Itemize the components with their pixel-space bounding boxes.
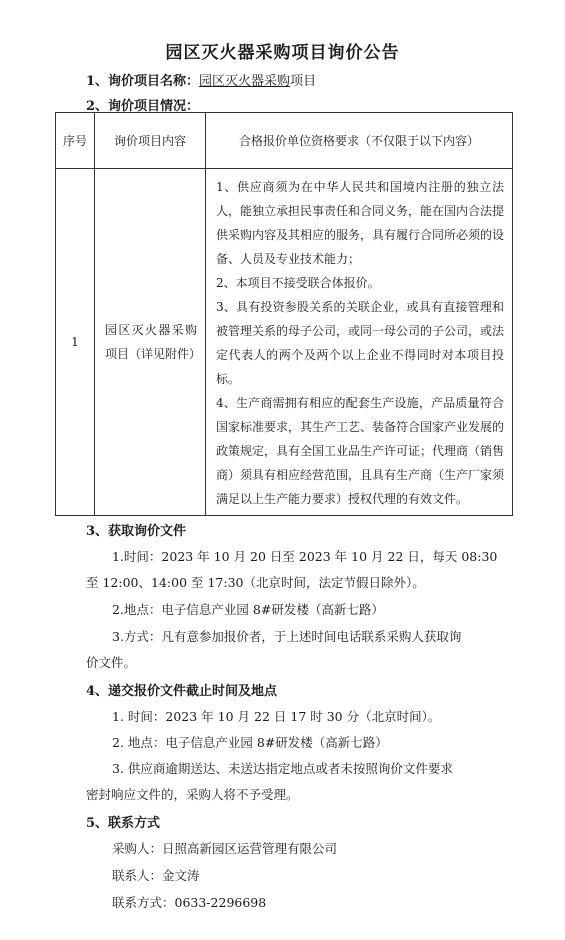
- buyer: 采购人：日照高新园区运营管理有限公司: [112, 841, 338, 856]
- requirement-2: 2、本项目不接受联合体报价。: [216, 276, 380, 290]
- requirement-1: 1、供应商须为在中华人民共和国境内注册的独立法人，能独立承担民事责任和合同义务，能在国内合法提供采购内容及其相应的服务，具有履行合同所必须的设备、人员及专业技术能力；: [216, 180, 505, 266]
- deadline-note-line-1: 3. 供应商逾期送达、未送达指定地点或者未按照询价文件要求: [112, 761, 453, 776]
- section-2-heading: 2、询价项目情况：: [86, 99, 200, 114]
- row-requirements: [206, 169, 513, 516]
- table-header-row: [56, 113, 513, 169]
- section-5-heading: 5、联系方式: [86, 816, 161, 831]
- project-name-label: 1、询价项目名称：: [86, 74, 200, 89]
- requirement-3: 3、具有投资参股关系的关联企业，或具有直接管理和被管理关系的母子公司，或同一母公司的子公司，或法定代表人的两个及两个以上企业不得同时对本项目投标。: [216, 300, 505, 386]
- header-no: 序号: [56, 113, 95, 169]
- section-1-heading: [86, 70, 316, 89]
- section-4-heading: 4、递交报价文件截止时间及地点: [86, 684, 278, 699]
- section-3-heading: 3、获取询价文件: [86, 524, 187, 539]
- deadline-note-line-2: 密封响应文件的，采购人将不予受理。: [86, 787, 299, 802]
- obtain-time-line-2: 至 12:00、14:00 至 17:30（北京时间，法定节假日除外）。: [86, 575, 425, 590]
- obtain-time-line-1: 1.时间：2023 年 10 月 20 日至 2023 年 10 月 22 日，每天 08:30: [112, 549, 498, 564]
- page-title: 园区灭火器采购项目询价公告: [165, 43, 400, 63]
- obtain-place: 2.地点：电子信息产业园 8#研发楼（高新七路）: [112, 602, 384, 617]
- deadline-place: 2. 地点：电子信息产业园 8#研发楼（高新七路）: [112, 735, 388, 750]
- header-requirements: 合格报价单位资格要求（不仅限于以下内容）: [206, 113, 513, 169]
- contact-phone: 联系方式：0633-2296698: [112, 895, 267, 910]
- requirement-4: 4、生产商需拥有相应的配套生产设施，产品质量符合国家标准要求，其生产工艺、装备符合国家产业发展的政策规定，具有全国工业品生产许可证；代理商（销售商）须具有相应经营范围，且具有生产商（生产厂家须满足以上生产能力要求）授权代理的有效文件。: [216, 396, 505, 506]
- project-table: [55, 112, 513, 516]
- contact-person: 联系人：金文涛: [112, 868, 200, 883]
- row-no: 1: [56, 169, 95, 516]
- project-name-value: 园区灭火器采购: [199, 74, 291, 89]
- row-item: 园区灭火器采购项目（详见附件）: [95, 169, 206, 516]
- obtain-method-line-2: 价文件。: [86, 655, 137, 670]
- header-item: 询价项目内容: [95, 113, 206, 169]
- obtain-method-line-1: 3.方式：凡有意参加报价者，于上述时间电话联系采购人获取询: [112, 629, 462, 644]
- table-row: [56, 169, 513, 516]
- project-name-suffix: 项目: [290, 74, 317, 89]
- deadline-time: 1. 时间：2023 年 10 月 22 日 17 时 30 分（北京时间）。: [112, 709, 441, 724]
